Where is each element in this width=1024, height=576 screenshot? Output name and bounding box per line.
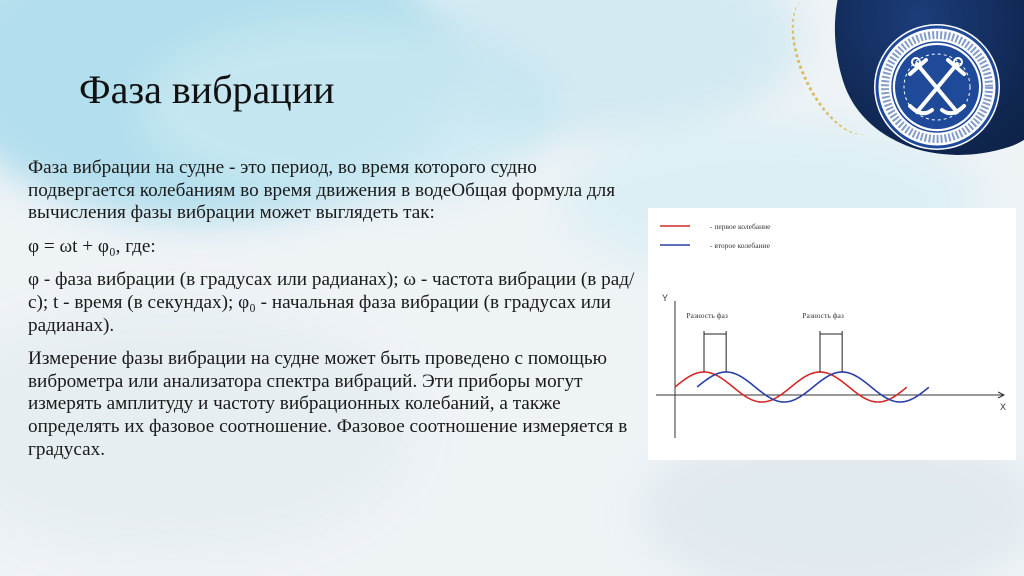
legend-label-series2: - второе колебание xyxy=(710,241,770,250)
slide-title: Фаза вибрации xyxy=(79,67,335,112)
legend-label-series1: - первое колебание xyxy=(710,222,771,231)
phase-annotation-2: Разность фаз xyxy=(802,311,844,320)
slide-body xyxy=(28,157,642,472)
paragraph-variables: φ - фаза вибрации (в градусах или радианах); ω - частота вибрации (в рад/с); t - время (в секундах); φ₀ - начальная фаза вибрации (в градусах или радианах). xyxy=(28,269,635,336)
paragraph-definition: Фаза вибрации на судне - это период, во время которого судно подвергается колебаниям во время движения в водеОбщая формула для вычисления фазы вибрации может выглядеть так: xyxy=(28,157,616,224)
y-axis-label: Y xyxy=(662,293,669,303)
phase-annotation-1: Разность фаз xyxy=(686,311,728,320)
chart-svg xyxy=(648,208,1016,460)
x-axis-label: X xyxy=(1000,402,1007,412)
phase-difference-chart xyxy=(648,208,1016,460)
paragraph-formula: φ = ωt + φ₀, где: xyxy=(28,235,156,257)
paragraph-measurement: Измерение фазы вибрации на судне может быть проведено с помощью виброметра или анализатора спектра вибраций. Эти приборы могут измерять амплитуду и частоту вибрационных колебаний, а также определять их фазовое соотношение. Фазовое соотношение измеряется в градусах. xyxy=(28,348,628,460)
university-logo-icon xyxy=(872,22,1002,152)
